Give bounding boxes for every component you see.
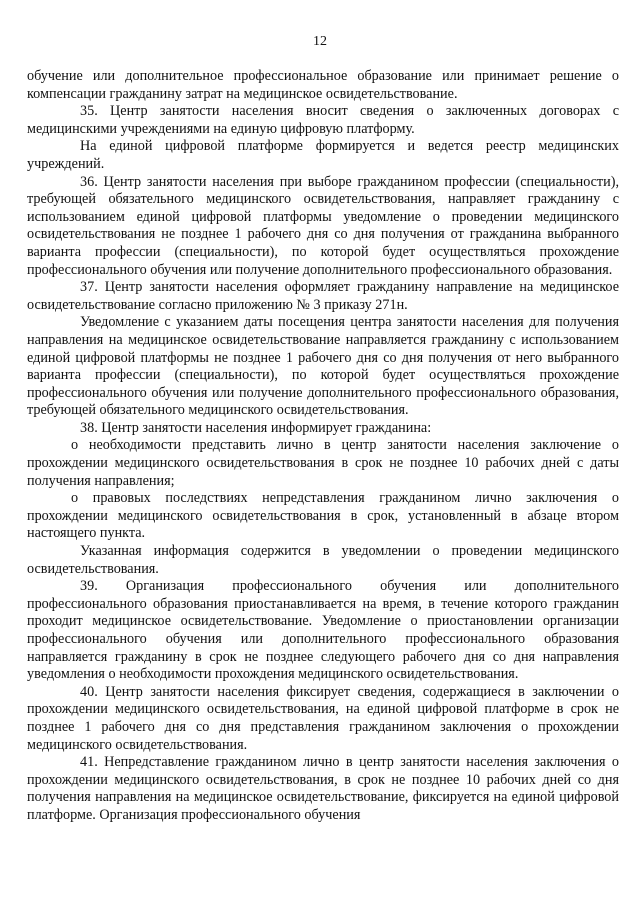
paragraph-item-39: 39. Организация профессионального обучения или дополнительного профессионального образования приостанавливается на время, в течение которого гражданин проходит медицинское освидетельствование. Уведомление о приостановлении организации профессионального обучения или дополнительного профессионального образования направляется гражданину в срок не позднее следующего рабочего дня со дня направления уведомления о необходимости прохождения медицинского освидетельствования. — [27, 578, 619, 683]
page-number: 12 — [313, 34, 327, 49]
paragraph-item-37: 37. Центр занятости населения оформляет гражданину направление на медицинское освидетельствование согласно приложению № 3 приказу 271н. — [27, 279, 619, 313]
bullet-item-consequences: о правовых последствиях непредставления гражданином лично заключения о прохождении медицинского освидетельствования в срок, установленный в абзаце втором настоящего пункта. — [27, 490, 619, 542]
document-body — [27, 68, 619, 825]
paragraph-item-38: 38. Центр занятости населения информирует гражданина: — [80, 419, 432, 436]
paragraph-notification: Уведомление с указанием даты посещения центра занятости населения для получения направления на медицинское освидетельствование направляется гражданину с использованием единой цифровой платформы не позднее 1 рабочего дня со дня получения от него выбранного варианта профессии (специальности), по которой будет осуществляться прохождение профессионального обучения или получение дополнительного профессионального образования, требующей обязательного медицинского освидетельствования. — [27, 314, 619, 419]
paragraph-continuation: обучение или дополнительное профессиональное образование или принимает решение о компенсации гражданину затрат на медицинское освидетельствование. — [27, 68, 619, 102]
paragraph-item-40: 40. Центр занятости населения фиксирует сведения, содержащиеся в заключении о прохождении медицинского освидетельствования, на единой цифровой платформе в срок не позднее 1 рабочего дня со дня представления гражданином заключения о прохождении медицинского освидетельствования. — [27, 683, 619, 753]
paragraph-registry: На единой цифровой платформе формируется и ведется реестр медицинских учреждений. — [27, 138, 619, 172]
paragraph-item-35: 35. Центр занятости населения вносит сведения о заключенных договорах с медицинскими учреждениями на единую цифровую платформу. — [27, 103, 619, 137]
bullet-item-deadline: о необходимости представить лично в центр занятости населения заключение о прохождении медицинского освидетельствования в срок не позднее 10 рабочих дней с даты получения направления; — [27, 437, 619, 489]
paragraph-item-41: 41. Непредставление гражданином лично в центр занятости населения заключения о прохождении медицинского освидетельствования, в срок не позднее 10 рабочих дней со дня получения направления на медицинское освидетельствование, фиксируется на единой цифровой платформе. Организация профессионального обучения — [27, 754, 619, 823]
paragraph-item-36: 36. Центр занятости населения при выборе гражданином профессии (специальности), требующей обязательного медицинского освидетельствования, направляет гражданину с использованием единой цифровой платформы уведомление о проведении медицинского освидетельствования не позднее 1 рабочего дня со дня получения от гражданина выбранного варианта профессии (специальности), по которой будет осуществляться прохождение профессионального обучения или получение дополнительного профессионального образования. — [27, 173, 619, 278]
paragraph-info-note: Указанная информация содержится в уведомлении о проведении медицинского освидетельствования. — [27, 543, 619, 577]
